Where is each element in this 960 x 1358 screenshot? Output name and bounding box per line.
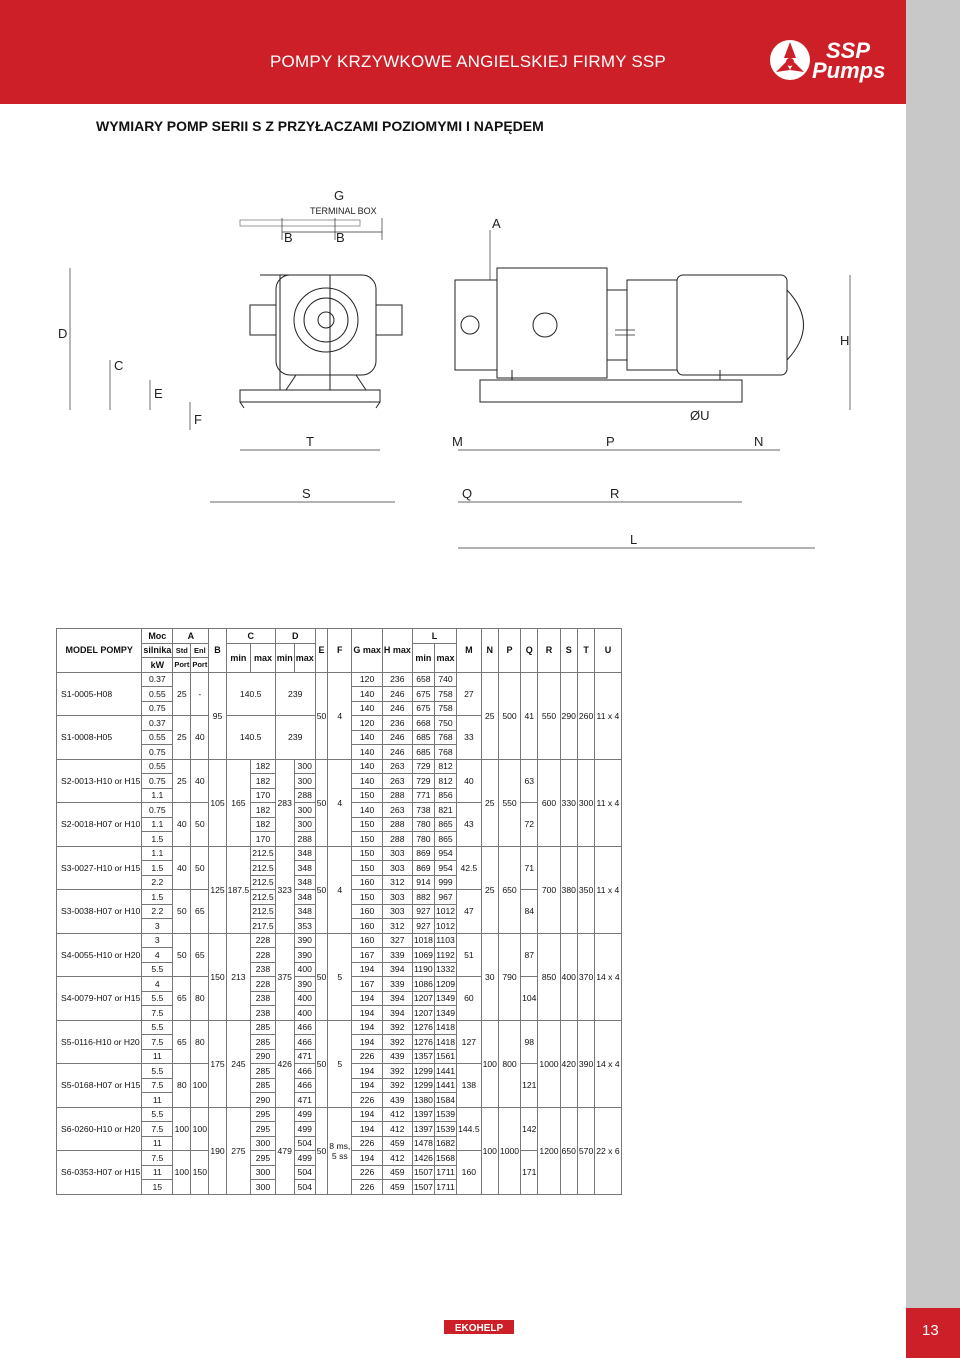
model-name: S4-0055-H10 or H20 — [57, 933, 142, 977]
group-s5 — [57, 1020, 622, 1107]
header-title: POMPY KRZYWKOWE ANGIELSKIEJ FIRMY SSP — [270, 52, 666, 71]
label-A: A — [492, 216, 501, 231]
table-row: S2-0013-H10 or H15 0.55 25 40 105 165 182 283 300 50 4 140 263 729 812 40 25 550 63 600 330 300 11 x 4 — [57, 759, 622, 774]
table-row: 5.5 238 400 194 394 1190 1332 — [57, 962, 622, 977]
model-name: S4-0079-H07 or H15 — [57, 977, 142, 1021]
model-name: S2-0018-H07 or H10 — [57, 803, 142, 847]
model-name: S1-0008-H05 — [57, 716, 142, 760]
label-E: E — [154, 386, 163, 401]
table-row: S3-0027-H10 or H15 1.1 40 50 125 187.5 212.5 323 348 50 4 150 303 869 954 42.5 25 650 71 700 380 350 11 x 4 — [57, 846, 622, 861]
model-name: S3-0027-H10 or H15 — [57, 846, 142, 890]
table-row: 5.5 238 400 194 394 1207 1349 — [57, 991, 622, 1006]
table-row: S3-0038-H07 or H10 1.5 50 65 212.5 348 150 303 882 967 47 84 — [57, 890, 622, 905]
table-row: 11 290 471 226 439 1357 1561 — [57, 1049, 622, 1064]
page-number-box — [906, 1308, 960, 1358]
table-row: 1.1 182 300 150 288 780 865 — [57, 817, 622, 832]
group-s3 — [57, 846, 622, 933]
side-view — [455, 268, 804, 402]
label-R: R — [610, 486, 620, 501]
label-F: F — [194, 412, 202, 427]
table-row: 2.2 212.5 348 160 312 914 999 — [57, 875, 622, 890]
front-view — [240, 220, 402, 408]
label-B1: B — [284, 230, 293, 245]
model-name: S6-0260-H10 or H20 — [57, 1107, 142, 1151]
label-U: ØU — [690, 408, 710, 423]
label-C: C — [114, 358, 124, 373]
table-row: 1.1 170 288 150 288 771 856 — [57, 788, 622, 803]
section-title: WYMIARY POMP SERII S Z PRZYŁACZAMI POZIOMYMI I NAPĘDEM — [96, 118, 544, 134]
ssp-pumps-logo — [768, 30, 898, 92]
table-row: S6-0260-H10 or H20 5.5 100 100 190 275 295 479 499 50 8 ms, 5 ss 194 412 1397 1539 144.5 100 1000 142 1200 650 570 22 x 6 — [57, 1107, 622, 1122]
table-row: 0.75 182 300 140 263 729 812 — [57, 774, 622, 789]
label-L: L — [630, 532, 638, 547]
model-name: S6-0353-H07 or H15 — [57, 1151, 142, 1195]
table-row: 0.75 140 246 675 758 — [57, 701, 622, 716]
label-D: D — [58, 326, 68, 341]
table-row: 0.55 140 246 675 758 — [57, 687, 622, 702]
table-row: S5-0116-H10 or H20 5.5 65 80 175 245 285 426 466 50 5 194 392 1276 1418 127 100 800 98 1000 420 390 14 x 4 — [57, 1020, 622, 1035]
drawing-labels — [58, 188, 849, 547]
table-row: S6-0353-H07 or H15 7.5 100 150 295 499 194 412 1426 1568 160 171 — [57, 1151, 622, 1166]
col-moc: Moc — [142, 629, 173, 644]
dimensions-table: MODEL POMPY Moc A B C D E F G max H max L M N P Q R S T U silnika Std Enl min max min max min max kW Port Port S1-0005-H08 0.37 25 - 95 140.5 239 50 4 120 236 658 740 27 25 500 41 550 290 260 11 x 4 0.55 140 246 675 758 0.75 140 246 675 758 S1-0008-H05 0.37 25 40 140.5 239 120 236 668 750 33 0.55 140 246 685 768 0.75 140 246 685 768 S2-0013-H10 or H15 0.55 25 40 105 165 182 283 300 50 4 140 263 729 812 40 25 550 63 600 330 300 11 x 4 0.75 182 300 140 263 729 812 1.1 170 288 150 288 771 856 S2-0018-H07 or H10 0.75 40 50 182 300 140 263 738 821 43 72 1.1 182 300 150 288 780 865 1.5 170 288 150 288 780 865 S3-0027-H10 or H15 1.1 40 50 125 187.5 212.5 323 348 50 4 150 303 869 954 42.5 25 650 71 700 380 350 11 x 4 1.5 212.5 348 150 303 869 954 2.2 212.5 348 160 312 914 999 S3-0038-H07 or H10 1.5 50 65 212.5 348 150 303 882 967 47 84 2.2 212.5 348 160 303 927 1012 3 217.5 353 160 312 927 1012 S4-0055-H10 or H20 3 50 65 150 213 228 375 390 50 5 160 327 1018 1103 51 30 790 87 850 400 370 14 x 4 4 228 390 167 339 1069 1192 5.5 238 400 194 394 1190 1332 S4-0079-H07 or H15 4 65 80 228 390 167 339 1086 1209 60 104 5.5 238 400 194 394 1207 1349 7.5 238 400 194 394 1207 1349 S5-0116-H10 or H20 5.5 65 80 175 245 285 426 466 50 5 194 392 1276 1418 127 100 800 98 1000 420 390 14 x 4 7.5 285 466 194 392 1276 1418 11 290 471 226 439 1357 1561 S5-0168-H07 or H15 5.5 80 100 285 466 194 392 1299 1441 138 121 7.5 285 466 194 392 1299 1441 11 290 471 226 439 1380 1584 S6-0260-H10 or H20 5.5 100 100 190 275 295 479 499 50 8 ms, 5 ss 194 412 1397 1539 144.5 100 1000 142 1200 650 570 22 x 6 7.5 295 499 194 412 1397 1539 11 300 504 226 459 1478 1682 S6-0353-H07 or H15 7.5 100 150 295 499 194 412 1426 1568 160 171 11 300 504 226 459 1507 1711 15 300 504 226 459 1507 1711 — [56, 628, 622, 1195]
model-name: S5-0168-H07 or H15 — [57, 1064, 142, 1108]
model-name: S5-0116-H10 or H20 — [57, 1020, 142, 1064]
right-side-strip — [906, 0, 960, 1358]
label-B2: B — [336, 230, 345, 245]
label-terminal-box: TERMINAL BOX — [310, 206, 377, 216]
table-row: 2.2 212.5 348 160 303 927 1012 — [57, 904, 622, 919]
group-s6 — [57, 1107, 622, 1194]
label-Q: Q — [462, 486, 473, 501]
label-P: P — [606, 434, 615, 449]
table-row: S1-0008-H05 0.37 25 40 140.5 239 120 236 668 750 33 — [57, 716, 622, 731]
logo-text-ssp: SSP — [826, 38, 871, 63]
table-row: 0.75 140 246 685 768 — [57, 745, 622, 760]
table-row: 15 300 504 226 459 1507 1711 — [57, 1180, 622, 1195]
label-M: M — [452, 434, 463, 449]
label-N: N — [754, 434, 764, 449]
table-row: 3 217.5 353 160 312 927 1012 — [57, 919, 622, 934]
table-row: 7.5 238 400 194 394 1207 1349 — [57, 1006, 622, 1021]
table-row: S2-0018-H07 or H10 0.75 40 50 182 300 140 263 738 821 43 72 — [57, 803, 622, 818]
table-row: 1.5 212.5 348 150 303 869 954 — [57, 861, 622, 876]
col-model: MODEL POMPY — [57, 629, 142, 673]
page-header — [0, 0, 906, 104]
model-name: S2-0013-H10 or H15 — [57, 759, 142, 803]
ekohelp-logo — [444, 1317, 514, 1337]
dimension-lines — [70, 218, 850, 548]
group-s4 — [57, 933, 622, 1020]
label-G: G — [334, 188, 345, 203]
group-s1 — [57, 672, 622, 759]
model-name: S1-0005-H08 — [57, 672, 142, 716]
table-row: 7.5 295 499 194 412 1397 1539 — [57, 1122, 622, 1137]
table-row: S5-0168-H07 or H15 5.5 80 100 285 466 194 392 1299 1441 138 121 — [57, 1064, 622, 1079]
page-number: 13 — [922, 1322, 939, 1339]
table-row: 4 228 390 167 339 1069 1192 — [57, 948, 622, 963]
label-S: S — [302, 486, 311, 501]
table-row: 11 300 504 226 459 1478 1682 — [57, 1136, 622, 1151]
table-row: S4-0055-H10 or H20 3 50 65 150 213 228 375 390 50 5 160 327 1018 1103 51 30 790 87 850 400 370 14 x 4 — [57, 933, 622, 948]
label-T: T — [306, 434, 314, 449]
table-row: 11 290 471 226 439 1380 1584 — [57, 1093, 622, 1108]
table-row: S1-0005-H08 0.37 25 - 95 140.5 239 50 4 120 236 658 740 27 25 500 41 550 290 260 11 x 4 — [57, 672, 622, 687]
table-row: 11 300 504 226 459 1507 1711 — [57, 1165, 622, 1180]
table-row: 0.55 140 246 685 768 — [57, 730, 622, 745]
table-row: 7.5 285 466 194 392 1276 1418 — [57, 1035, 622, 1050]
group-s2 — [57, 759, 622, 846]
pump-dimension-drawing — [60, 180, 880, 600]
label-H: H — [840, 333, 850, 348]
table-row: 1.5 170 288 150 288 780 865 — [57, 832, 622, 847]
footer-brand: EKOHELP — [454, 1323, 504, 1334]
ssp-logo-icon — [768, 38, 812, 82]
table-row: 7.5 285 466 194 392 1299 1441 — [57, 1078, 622, 1093]
model-name: S3-0038-H07 or H10 — [57, 890, 142, 934]
table-row: S4-0079-H07 or H15 4 65 80 228 390 167 339 1086 1209 60 104 — [57, 977, 622, 992]
logo-text-pumps: Pumps — [812, 58, 886, 83]
